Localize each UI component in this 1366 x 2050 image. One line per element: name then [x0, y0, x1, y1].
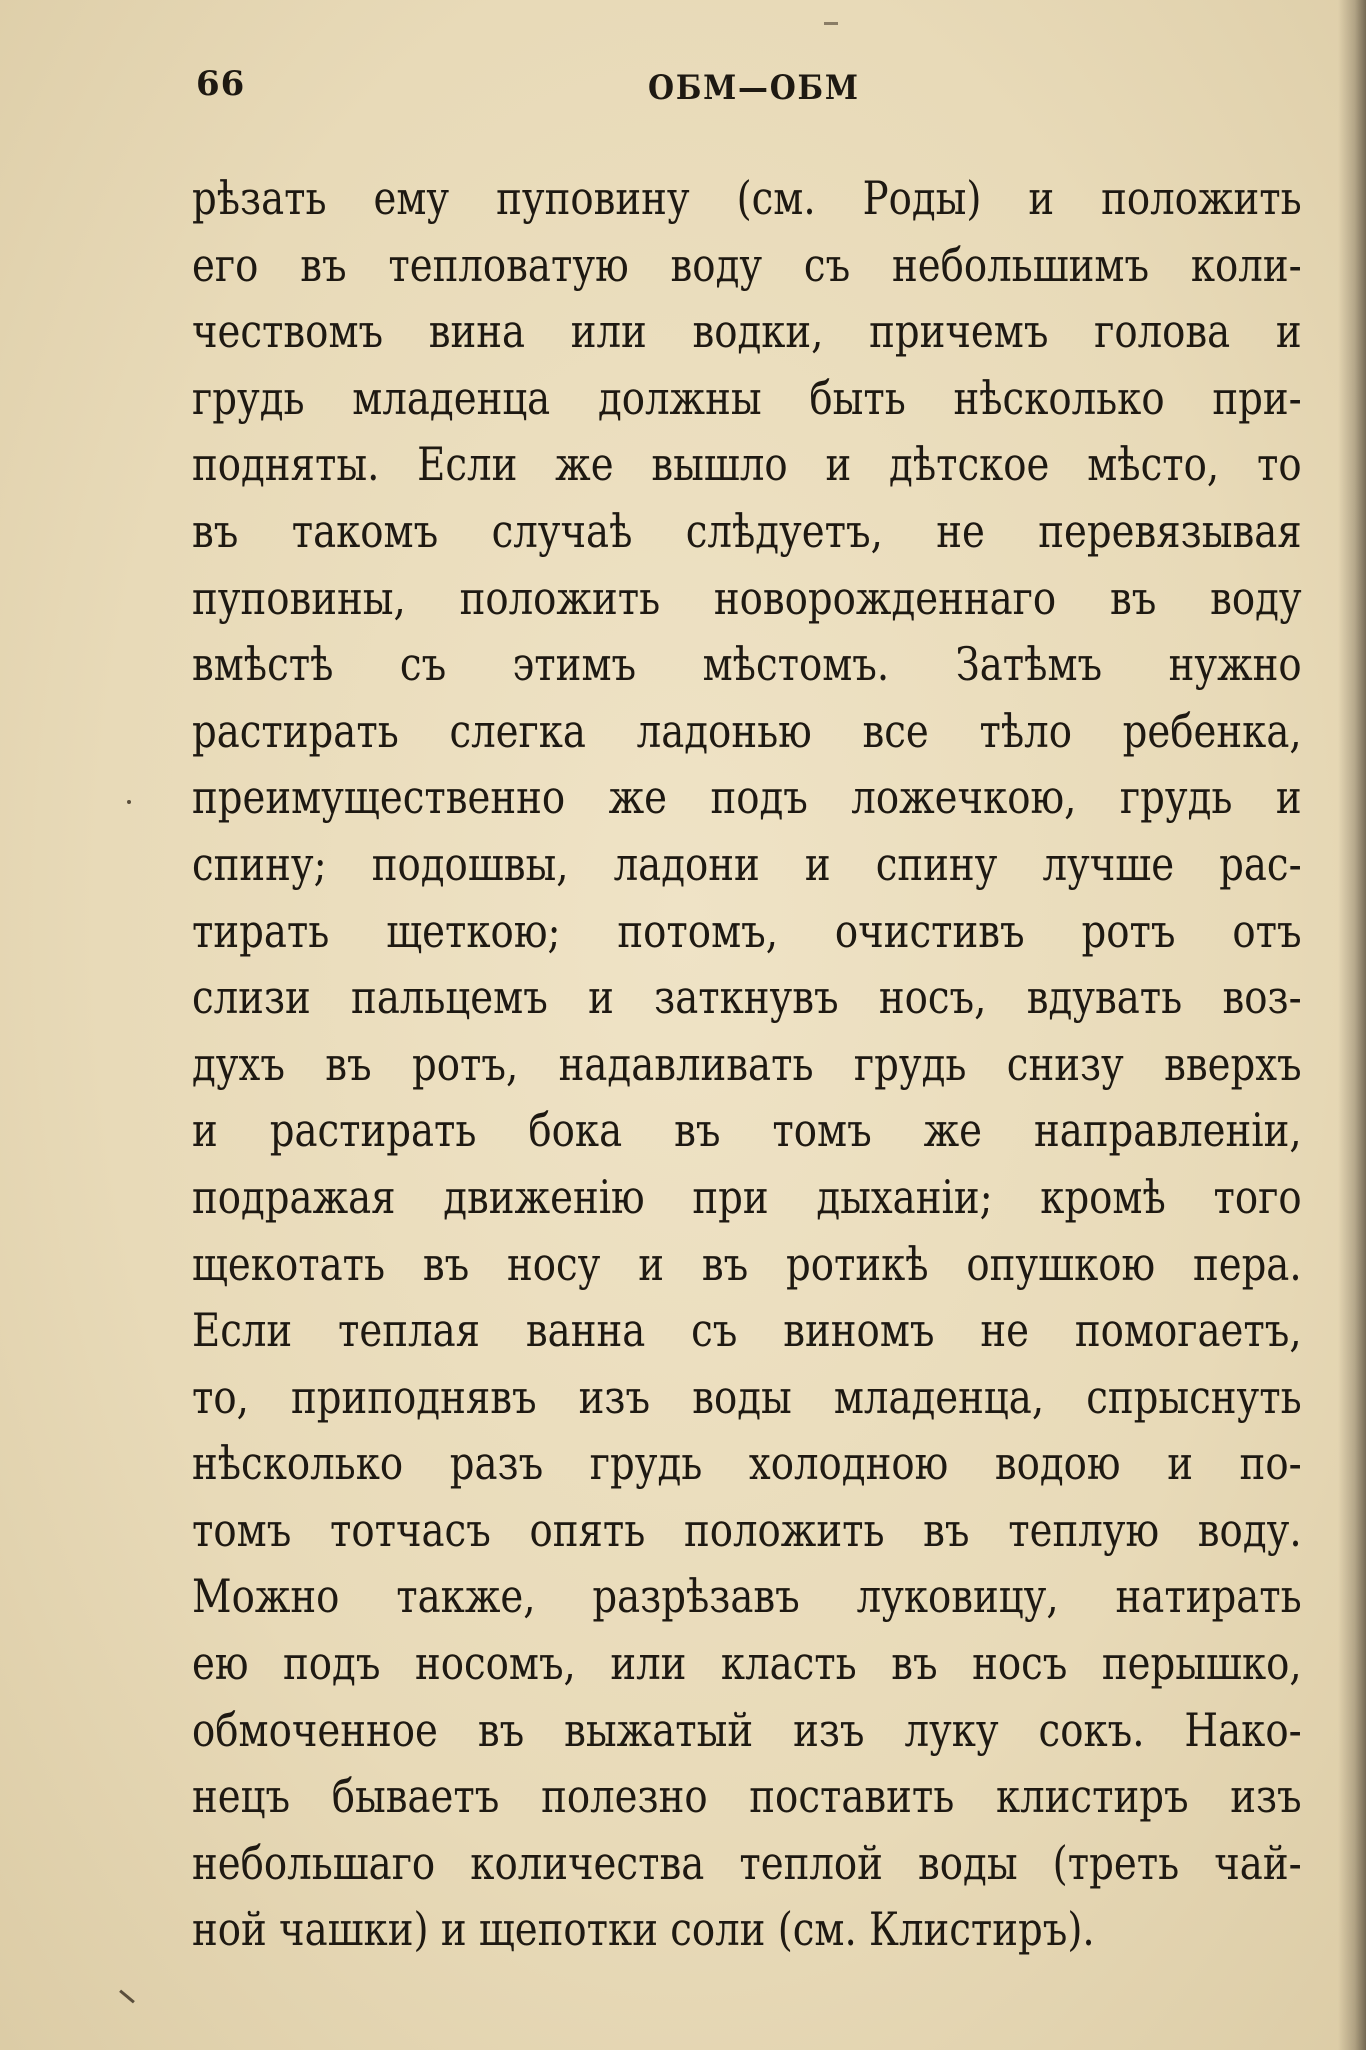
text-line: небольшаго количества теплой воды (треть чай- [192, 1835, 1302, 1890]
text-line: томъ тотчасъ опять положить въ теплую воду. [192, 1502, 1302, 1557]
text-line: ею подъ носомъ, или класть въ носъ перышко, [192, 1636, 1302, 1691]
text-line: щекотать въ носу и въ ротикѣ опушкою пера. [192, 1236, 1302, 1291]
corner-speck [119, 1990, 135, 2004]
top-margin-mark [824, 22, 838, 25]
text-line: чествомъ вина или водки, причемъ голова и [192, 304, 1302, 359]
text-line: Можно также, разрѣзавъ луковицу, натирать [192, 1569, 1302, 1624]
text-line: ной чашки) и щепотки соли (см. Клистиръ). [192, 1902, 1095, 1957]
text-line: Если теплая ванна съ виномъ не помогаетъ, [192, 1303, 1302, 1358]
text-line: его въ тепловатую воду съ небольшимъ коли- [192, 237, 1302, 292]
text-line: тирать щеткою; потомъ, очистивъ ротъ отъ [192, 903, 1302, 958]
page-number: 66 [196, 64, 246, 104]
running-head: ОБМ—ОБМ [648, 68, 860, 108]
text-line: спину; подошвы, ладони и спину лучше рас- [192, 836, 1302, 891]
text-line: то, приподнявъ изъ воды младенца, спрыснуть [192, 1369, 1302, 1424]
text-line: вмѣстѣ съ этимъ мѣстомъ. Затѣмъ нужно [192, 637, 1302, 692]
text-line: грудь младенца должны быть нѣсколько при- [192, 370, 1302, 425]
text-line: рѣзать ему пуповину (см. Роды) и положить [192, 171, 1302, 225]
text-line: растирать слегка ладонью все тѣло ребенка, [192, 703, 1302, 758]
body-text [192, 165, 1302, 1963]
text-line: слизи пальцемъ и заткнувъ носъ, вдувать воз- [192, 970, 1302, 1025]
text-line: нѣсколько разъ грудь холодною водою и по- [192, 1436, 1302, 1491]
text-line: духъ въ ротъ, надавливать грудь снизу вверхъ [192, 1036, 1302, 1091]
text-line: нецъ бываетъ полезно поставить клистиръ изъ [192, 1769, 1302, 1824]
text-line: и растирать бока въ томъ же направленіи, [192, 1103, 1302, 1158]
text-line: преимущественно же подъ ложечкою, грудь и [192, 770, 1302, 825]
text-line: подняты. Если же вышло и дѣтское мѣсто, то [192, 437, 1302, 492]
text-line: въ такомъ случаѣ слѣдуетъ, не перевязывая [192, 503, 1302, 558]
text-line: пуповины, положить новорожденнаго въ воду [192, 570, 1302, 625]
text-line: обмоченное въ выжатый изъ луку сокъ. Нако- [192, 1702, 1302, 1757]
margin-speck [127, 800, 131, 804]
text-line: подражая движенію при дыханіи; кромѣ того [192, 1169, 1302, 1224]
page-gutter-shadow [1338, 0, 1366, 2050]
